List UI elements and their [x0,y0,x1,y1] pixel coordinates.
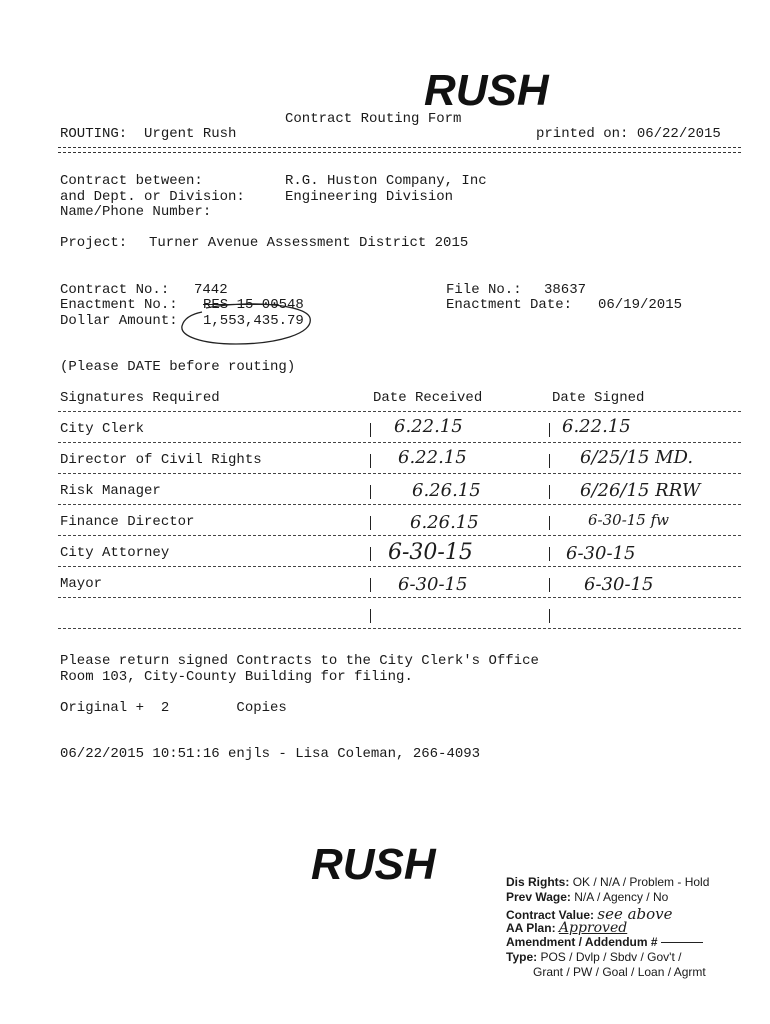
row-separator [370,454,371,468]
type-label: Type: [506,950,538,964]
log-line: 06/22/2015 10:51:16 enjls - Lisa Coleman, 266-4093 [60,746,481,762]
table-rule [58,535,741,536]
form-title: Contract Routing Form [285,111,462,127]
row-separator [549,516,550,530]
enactment-no-rest: 548 [278,297,304,313]
received-mayor: 6-30-15 [398,574,468,595]
table-rule [58,597,741,598]
received-finance-director: 6.26.15 [410,512,479,533]
signed-director-civil-rights: 6/25/15 MD. [580,447,694,468]
row-separator [549,547,550,561]
aa-plan-line [506,920,627,936]
row-separator [549,454,550,468]
col-date-signed: Date Signed [552,390,645,406]
table-rule [58,504,741,505]
type-value-2: Grant / PW / Goal / Loan / Agrmt [533,965,706,979]
received-city-clerk: 6.22.15 [394,416,463,437]
contract-value-label: Contract Value: [506,908,595,922]
routing-line: ROUTING: Urgent Rush [60,126,237,142]
row-separator [370,485,371,499]
signed-city-clerk: 6.22.15 [562,416,631,437]
rush-stamp-bottom: RUSH [311,840,436,889]
signed-city-attorney: 6-30-15 [566,543,636,564]
prev-wage-value: N/A / Agency / No [574,890,669,904]
header-divider [58,147,741,153]
table-rule [58,473,741,474]
table-rule [58,628,741,629]
role-director-civil-rights: Director of Civil Rights [60,452,262,468]
dept-division-label: and Dept. or Division: [60,189,245,205]
type-line [506,950,681,964]
file-no: 38637 [544,282,587,298]
row-separator [370,547,371,561]
signed-mayor: 6-30-15 [584,574,654,595]
dollar-amount: 1,553,435.79 [203,313,304,329]
printed-on: printed on: 06/22/2015 [536,126,721,142]
copies-line: Original + 2 Copies [60,700,287,716]
contract-between-label: Contract between: [60,173,203,189]
dis-rights-line [506,875,709,889]
row-separator [549,423,550,437]
role-city-clerk: City Clerk [60,421,145,437]
signed-risk-manager: 6/26/15 RRW [580,480,701,501]
aa-plan-value: Approved [558,920,628,936]
row-separator [370,423,371,437]
row-separator [549,578,550,592]
rush-stamp-top: RUSH [424,66,549,115]
dis-rights-label: Dis Rights: [506,875,570,889]
prev-wage-line [506,890,668,904]
return-instructions-line1: Please return signed Contracts to the City Clerk's Office [60,653,539,669]
received-city-attorney: 6-30-15 [388,540,473,565]
signed-finance-director: 6-30-15 fw [588,511,670,529]
row-separator [370,609,371,623]
dollar-amount-label: Dollar Amount: [60,313,178,329]
row-separator [370,578,371,592]
role-finance-director: Finance Director [60,514,195,530]
prev-wage-label: Prev Wage: [506,890,571,904]
role-mayor: Mayor [60,576,103,592]
enactment-no-struck: RES-15-00 [203,297,279,313]
enactment-date-label: Enactment Date: [446,297,573,313]
aa-plan-label: AA Plan: [506,921,556,935]
received-director-civil-rights: 6.22.15 [398,447,467,468]
table-rule [58,566,741,567]
role-risk-manager: Risk Manager [60,483,161,499]
contract-no-label: Contract No.: [60,282,170,298]
dollar-amount-circle [176,302,316,350]
name-phone-label: Name/Phone Number: [60,204,212,220]
role-city-attorney: City Attorney [60,545,170,561]
table-rule [58,411,741,412]
dis-rights-value: OK / N/A / Problem - Hold [572,875,710,889]
date-note: (Please DATE before routing) [60,359,296,375]
type-value-1: POS / Dvlp / Sbdv / Gov't / [540,950,682,964]
project-name: Turner Avenue Assessment District 2015 [149,235,469,251]
col-date-received: Date Received [373,390,483,406]
file-no-label: File No.: [446,282,522,298]
row-separator [549,609,550,623]
amendment-blank [661,942,703,943]
table-rule [58,442,741,443]
contract-no: 7442 [194,282,228,298]
col-signatures-required: Signatures Required [60,390,220,406]
company-name: R.G. Huston Company, Inc [285,173,487,189]
amendment-line [506,935,703,949]
contract-value: see above [597,905,673,923]
enactment-no-label: Enactment No.: [60,297,178,313]
division-name: Engineering Division [285,189,454,205]
amendment-label: Amendment / Addendum # [506,935,658,949]
project-label: Project: [60,235,128,251]
row-separator [549,485,550,499]
return-instructions-line2: Room 103, City-County Building for filing. [60,669,413,685]
enactment-date: 06/19/2015 [598,297,683,313]
received-risk-manager: 6.26.15 [412,480,481,501]
row-separator [370,516,371,530]
